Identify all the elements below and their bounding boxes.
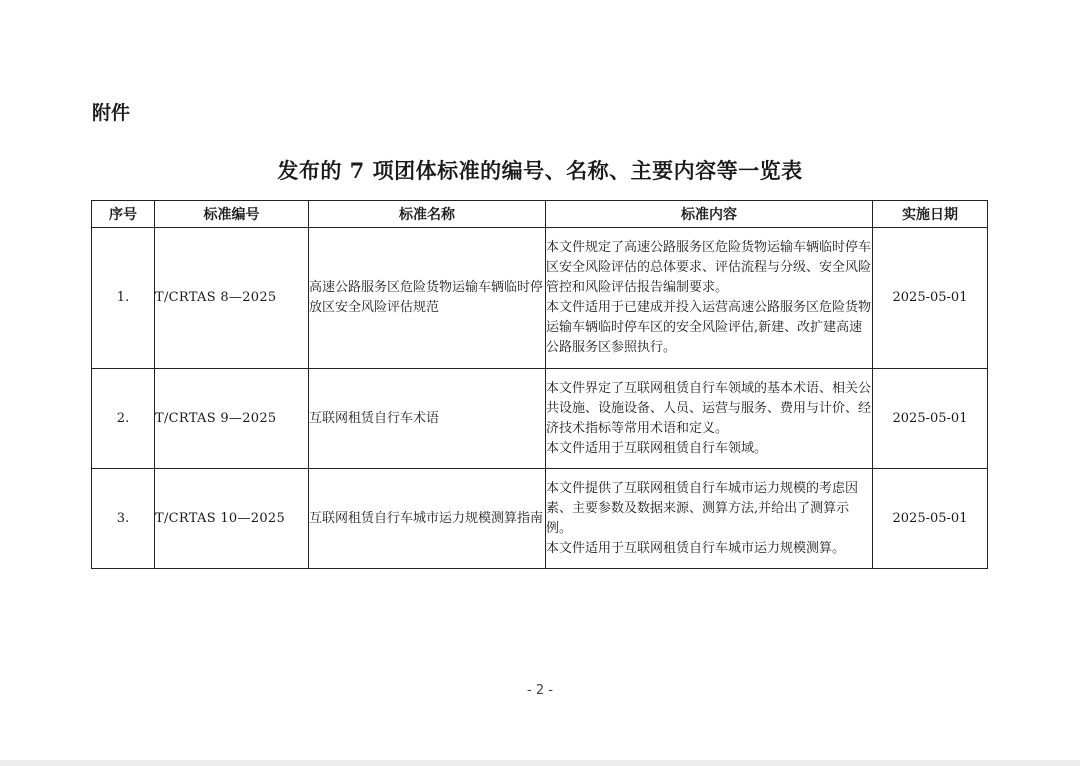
table-row xyxy=(92,369,988,469)
standard-code: T/CRTAS 10—2025 xyxy=(155,469,309,569)
content-scope: 本文件规定了高速公路服务区危险货物运输车辆临时停车区安全风险评估的总体要求、评估流程与分级、安全风险管控和风险评估报告编制要求。 xyxy=(546,240,872,295)
standard-name: 互联网租赁自行车城市运力规模测算指南 xyxy=(309,469,546,569)
standard-content xyxy=(546,228,873,369)
table-header-row xyxy=(92,201,988,228)
row-index: 3. xyxy=(92,469,155,569)
table-row xyxy=(92,228,988,369)
table-row xyxy=(92,469,988,569)
header-index: 序号 xyxy=(92,201,155,228)
page-number: - 2 - xyxy=(527,683,553,698)
content-applicability: 本文件适用于已建成并投入运营高速公路服务区危险货物运输车辆临时停车区的安全风险评估,新建、改扩建高速公路服务区参照执行。 xyxy=(546,300,872,355)
header-date: 实施日期 xyxy=(873,201,988,228)
header-name: 标准名称 xyxy=(309,201,546,228)
row-index: 1. xyxy=(92,228,155,369)
standard-code: T/CRTAS 9—2025 xyxy=(155,369,309,469)
document-title: 发布的 7 项团体标准的编号、名称、主要内容等一览表 xyxy=(277,158,803,183)
content-applicability: 本文件适用于互联网租赁自行车领域。 xyxy=(546,440,768,456)
header-content: 标准内容 xyxy=(546,201,873,228)
header-code: 标准编号 xyxy=(155,201,309,228)
implementation-date: 2025-05-01 xyxy=(873,469,988,569)
attachment-label: 附件 xyxy=(92,102,131,124)
standards-table xyxy=(91,200,988,569)
standard-name: 高速公路服务区危险货物运输车辆临时停放区安全风险评估规范 xyxy=(309,228,546,369)
row-index: 2. xyxy=(92,369,155,469)
content-scope: 本文件提供了互联网租赁自行车城市运力规模的考虑因素、主要参数及数据来源、测算方法,并给出了测算示例。 xyxy=(546,480,859,536)
content-scope: 本文件界定了互联网租赁自行车领域的基本术语、相关公共设施、设施设备、人员、运营与服务、费用与计价、经济技术指标等常用术语和定义。 xyxy=(546,380,872,436)
implementation-date: 2025-05-01 xyxy=(873,228,988,369)
standard-content xyxy=(546,469,873,569)
standard-content xyxy=(546,369,873,469)
standard-code: T/CRTAS 8—2025 xyxy=(155,228,309,369)
content-applicability: 本文件适用于互联网租赁自行车城市运力规模测算。 xyxy=(546,540,846,556)
implementation-date: 2025-05-01 xyxy=(873,369,988,469)
standard-name: 互联网租赁自行车术语 xyxy=(309,369,546,469)
